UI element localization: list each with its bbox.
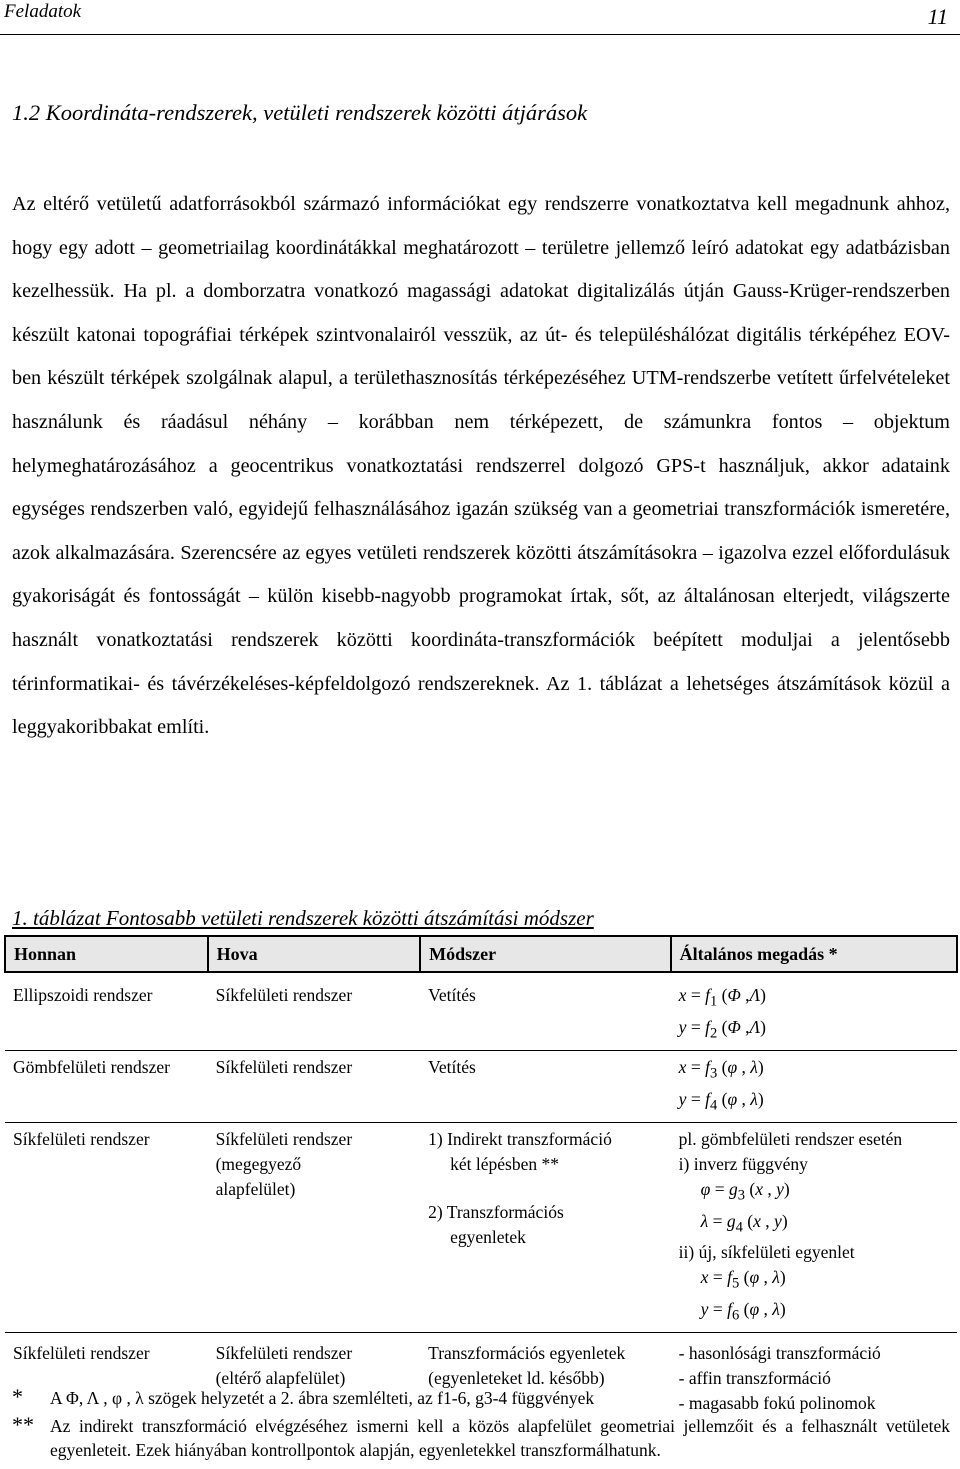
cell-general: - hasonlósági transzformáció - affin transzformáció - magasabb fokú polinomok <box>671 1333 957 1421</box>
footnote-2 <box>12 1414 950 1462</box>
formula: $y = f_4$ (φ , λ) <box>678 1088 764 1113</box>
section-name: Feladatok <box>4 1 82 22</box>
cell-to: Síkfelületi rendszer <box>215 985 353 1005</box>
cell-from: Síkfelületi rendszer <box>5 1333 208 1421</box>
header-general: Általános megadás * <box>671 936 957 972</box>
cell-method: Vetítés <box>428 985 476 1005</box>
conversion-table <box>4 935 958 1420</box>
footnote-text: A Φ, Λ , φ , λ szögek helyzetét a 2. ábra szemlélteti, az f1-6, g3-4 függvények <box>50 1388 595 1408</box>
formula: $y = f_6$ (φ , λ) <box>700 1298 786 1323</box>
table-caption: 1. táblázat Fontosabb vetületi rendszerek közötti átszámítási módszer <box>12 906 594 930</box>
footnote-mark: * <box>12 1384 23 1409</box>
table-row <box>5 972 957 1051</box>
formula: $\varphi = g_3$ (x , y) <box>700 1179 790 1204</box>
formula: $x = f_3$ (φ , λ) <box>678 1057 764 1082</box>
table-row <box>5 1123 957 1333</box>
header-from: Honnan <box>5 936 208 972</box>
footnotes <box>12 1386 950 1462</box>
section-title: 1.2 Koordináta-rendszerek, vetületi rendszerek közötti átjárások <box>12 100 588 125</box>
cell-general <box>671 1051 957 1123</box>
header-method: Módszer <box>420 936 671 972</box>
formula: $x = f_5$ (φ , λ) <box>700 1267 786 1292</box>
cell-general <box>671 972 957 1051</box>
cell-method: Vetítés <box>420 1051 671 1123</box>
cell-to: Síkfelületi rendszer <box>208 1051 421 1123</box>
table-header-row <box>5 936 957 972</box>
footnote-text: Az indirekt transzformáció elvégzéséhez ismerni kell a közös alapfelület geometriai jellemzőit és a felhasznált vetületek egyenleteit. Ezek hiányában kontrollpontok alapján, egyenletekkel transzformálhatunk. <box>50 1416 950 1460</box>
cell-general: pl. gömbfelületi rendszer esetén i) inverz függvény $\varphi = g_3$ (x , y) $\lambda = g_4$ (x , y) ii) új, síkfelületi egyenlet $x = f_5$ (φ , λ) $y = f_6$ (φ , λ) <box>671 1123 957 1333</box>
cell-from: Gömbfelületi rendszer <box>5 1051 208 1123</box>
page-header <box>0 0 960 35</box>
page-number: 11 <box>927 4 948 29</box>
cell-method: Transzformációs egyenletek (egyenleteket ld. később) <box>420 1333 671 1421</box>
cell-method: 1) Indirekt transzformáció két lépésben ** 2) Transzformációs egyenletek <box>420 1123 671 1333</box>
formula: $x = f_1$ (Φ ,Λ) <box>678 985 766 1010</box>
header-to: Hova <box>208 936 421 972</box>
footnote-mark: ** <box>12 1412 34 1437</box>
cell-from: Síkfelületi rendszer <box>5 1123 208 1333</box>
footnote-1 <box>12 1386 950 1410</box>
cell-to: Síkfelületi rendszer (megegyező alapfelület) <box>208 1123 421 1333</box>
formula: $\lambda = g_4$ (x , y) <box>700 1210 788 1235</box>
body-paragraph: Az eltérő vetületű adatforrásokból származó információkat egy rendszerre vonatkoztatva kell megadnunk ahhoz, hogy egy adott – geometriailag koordinátákkal meghatározott – területre jellemző leíró adatokat egy adatbázisban kezelhessük. Ha pl. a domborzatra vonatkozó magassági adatokat digitalizálás útján Gauss-Krüger-rendszerben készült katonai topográfiai térképek szintvonalairól vesszük, az út- és településhálózat digitális térképéhez EOV-ben készült térképek szolgálnak alapul, a területhasznosítás térképezéséhez UTM-rendszerbe vetített űrfelvételeket használunk és ráadásul néhány – korábban nem térképezett, de számunkra fontos – objektum helymeghatározásához a geocentrikus vonatkoztatási rendszerrel dolgozó GPS-t használjuk, akkor adataink egységes rendszerben való, egyidejű felhasználásához igazán szükség van a geometriai transzformációk ismeretére, azok alkalmazására. Szerencsére az egyes vetületi rendszerek közötti átszámításokra – igazolva ezzel előfordulásuk gyakoriságát és fontosságát – külön kisebb-nagyobb programokat írtak, sőt, az általánosan elterjedt, világszerte használt vonatkoztatási rendszerek közötti koordináta-transzformációk beépített moduljai a jelentősebb térinformatikai- és távérzékeléses-képfeldolgozó rendszereknek. Az 1. táblázat a lehetséges átszámítások közül a leggyakoribbakat említi. <box>12 193 950 739</box>
table-row <box>5 1051 957 1123</box>
cell-from: Ellipszoidi rendszer <box>13 985 153 1005</box>
formula: $y = f_2$ (Φ ,Λ) <box>678 1016 766 1041</box>
cell-to: Síkfelületi rendszer (eltérő alapfelület) <box>208 1333 421 1421</box>
